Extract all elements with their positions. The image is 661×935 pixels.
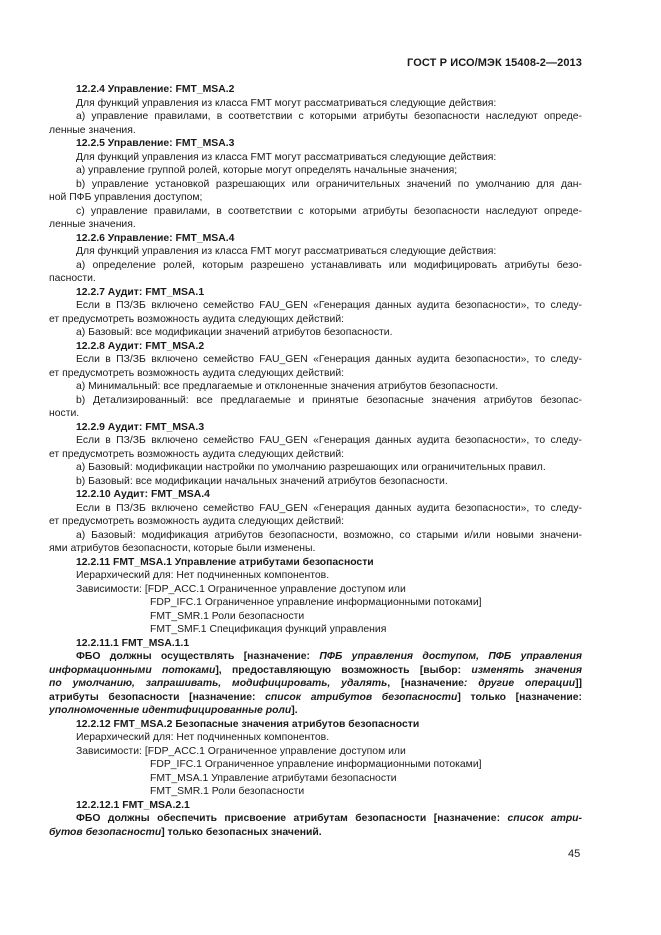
element-text-line: по умолчанию, запрашивать, модифицировать, удалять, [назначение: другие операции]] bbox=[49, 678, 582, 689]
paragraph-line: а) управление группой ролей, которые могут определять начальные значения; bbox=[76, 165, 458, 176]
element-text-line: уполномоченные идентифицированные роли]. bbox=[49, 705, 298, 716]
element-text-line: ФБО должны осуществлять [назначение: ПФБ управления доступом, ПФБ управления bbox=[76, 651, 582, 662]
paragraph-line: а) Базовый: модификация атрибутов безопасности, возможно, со старыми и/или новыми значени- bbox=[76, 529, 582, 541]
dependency-line: FMT_SMR.1 Роли безопасности bbox=[150, 610, 305, 622]
element-heading: 12.2.11.1 FMT_MSA.1.1 bbox=[76, 637, 190, 649]
paragraph-line: ями атрибутов безопасности, которые были изменены. bbox=[49, 543, 316, 554]
paragraph-line: b) Базовый: все модификации начальных значений атрибутов безопасности. bbox=[76, 475, 448, 487]
hierarchy-line: Иерархический для: Нет подчиненных компонентов. bbox=[76, 570, 330, 581]
component-heading: 12.2.12 FMT_MSA.2 Безопасные значения атрибутов безопасности bbox=[76, 718, 420, 730]
section-heading: 12.2.6 Управление: FMT_MSA.4 bbox=[76, 232, 235, 244]
paragraph-line: ной ПФБ управления доступом; bbox=[49, 192, 203, 203]
paragraph-line: Для функций управления из класса FMT могут рассматриваться следующие действия: bbox=[76, 97, 497, 109]
component-heading: 12.2.11 FMT_MSA.1 Управление атрибутами безопасности bbox=[76, 556, 374, 568]
document-body bbox=[49, 83, 582, 839]
dependency-line: FMT_SMR.1 Роли безопасности bbox=[150, 786, 305, 797]
paragraph-line: а) Базовый: все модификации значений атрибутов безопасности. bbox=[76, 327, 393, 338]
hierarchy-line: Иерархический для: Нет подчиненных компонентов. bbox=[76, 732, 330, 743]
paragraph-line: ности. bbox=[49, 408, 80, 419]
dependency-line: Зависимости: [FDP_ACC.1 Ограниченное управление доступом или bbox=[76, 745, 406, 757]
section-heading: 12.2.5 Управление: FMT_MSA.3 bbox=[76, 138, 235, 149]
paragraph-line: а) Базовый: модификации настройки по умолчанию разрешающих или ограничительных правил. bbox=[76, 462, 546, 473]
paragraph-line: Если в ПЗ/ЗБ включено семейство FAU_GEN «Генерация данных аудита безопасности», то следу- bbox=[76, 354, 582, 365]
element-text-line: бутов безопасности] только безопасных значений. bbox=[49, 826, 322, 838]
paragraph-line: Для функций управления из класса FMT могут рассматриваться следующие действия: bbox=[76, 151, 497, 163]
paragraph-line: Для функций управления из класса FMT могут рассматриваться следующие действия: bbox=[76, 246, 497, 257]
section-heading: 12.2.10 Аудит: FMT_MSA.4 bbox=[76, 489, 210, 500]
paragraph-line: b) управление установкой разрешающих или ограничительных значений по умолчанию для дан- bbox=[76, 178, 582, 190]
element-text-line: атрибуты безопасности [назначение: список атрибутов безопасности] только [назначение: bbox=[49, 691, 582, 703]
paragraph-line: Если в ПЗ/ЗБ включено семейство FAU_GEN «Генерация данных аудита безопасности», то следу- bbox=[76, 435, 582, 446]
dependency-line: FMT_MSA.1 Управление атрибутами безопасности bbox=[150, 772, 397, 784]
paragraph-line: ет предусмотреть возможность аудита следующих действий: bbox=[49, 448, 345, 460]
paragraph-line: а) Минимальный: все предлагаемые и отклоненные значения атрибутов безопасности. bbox=[76, 381, 499, 392]
paragraph-line: ленные значения. bbox=[49, 219, 136, 230]
dependency-line: FMT_SMF.1 Спецификация функций управления bbox=[150, 624, 387, 635]
dependency-line: FDP_IFC.1 Ограниченное управление информационными потоками] bbox=[150, 597, 482, 608]
dependency-line: Зависимости: [FDP_ACC.1 Ограниченное управление доступом или bbox=[76, 583, 406, 595]
paragraph-line: ет предусмотреть возможность аудита следующих действий: bbox=[49, 516, 345, 527]
element-text-line: ФБО должны обеспечить присвоение атрибутам безопасности [назначение: список атри- bbox=[76, 813, 582, 824]
paragraph-line: ет предусмотреть возможность аудита следующих действий: bbox=[49, 367, 345, 379]
paragraph-line: ет предусмотреть возможность аудита следующих действий: bbox=[49, 313, 345, 325]
section-heading: 12.2.8 Аудит: FMT_MSA.2 bbox=[76, 340, 205, 352]
paragraph-line: пасности. bbox=[49, 273, 96, 284]
section-heading: 12.2.9 Аудит: FMT_MSA.3 bbox=[76, 421, 205, 433]
paragraph-line: b) Детализированный: все предлагаемые и принятые безопасные значения атрибутов безопас- bbox=[76, 394, 582, 406]
paragraph-line: а) управление правилами, в соответствии с которыми атрибуты безопасности наследуют опреде- bbox=[76, 111, 582, 122]
section-heading: 12.2.7 Аудит: FMT_MSA.1 bbox=[76, 286, 205, 298]
paragraph-line: ленные значения. bbox=[49, 124, 136, 136]
paragraph-line: а) определение ролей, которым разрешено устанавливать или модифицировать атрибуты безо- bbox=[76, 259, 582, 271]
element-heading: 12.2.12.1 FMT_MSA.2.1 bbox=[76, 799, 190, 811]
element-text-line: информационными потоками], предоставляющую возможность [выбор: изменять значения bbox=[49, 664, 582, 676]
paragraph-line: с) управление правилами, в соответствии с которыми атрибуты безопасности наследуют опреде- bbox=[76, 205, 582, 217]
standard-header: ГОСТ Р ИСО/МЭК 15408-2—2013 bbox=[407, 57, 582, 69]
paragraph-line: Если в ПЗ/ЗБ включено семейство FAU_GEN «Генерация данных аудита безопасности», то следу- bbox=[76, 300, 582, 311]
section-heading: 12.2.4 Управление: FMT_MSA.2 bbox=[76, 84, 235, 95]
paragraph-line: Если в ПЗ/ЗБ включено семейство FAU_GEN «Генерация данных аудита безопасности», то следу- bbox=[76, 502, 582, 514]
page-number: 45 bbox=[568, 848, 581, 860]
dependency-line: FDP_IFC.1 Ограниченное управление информационными потоками] bbox=[150, 759, 482, 770]
